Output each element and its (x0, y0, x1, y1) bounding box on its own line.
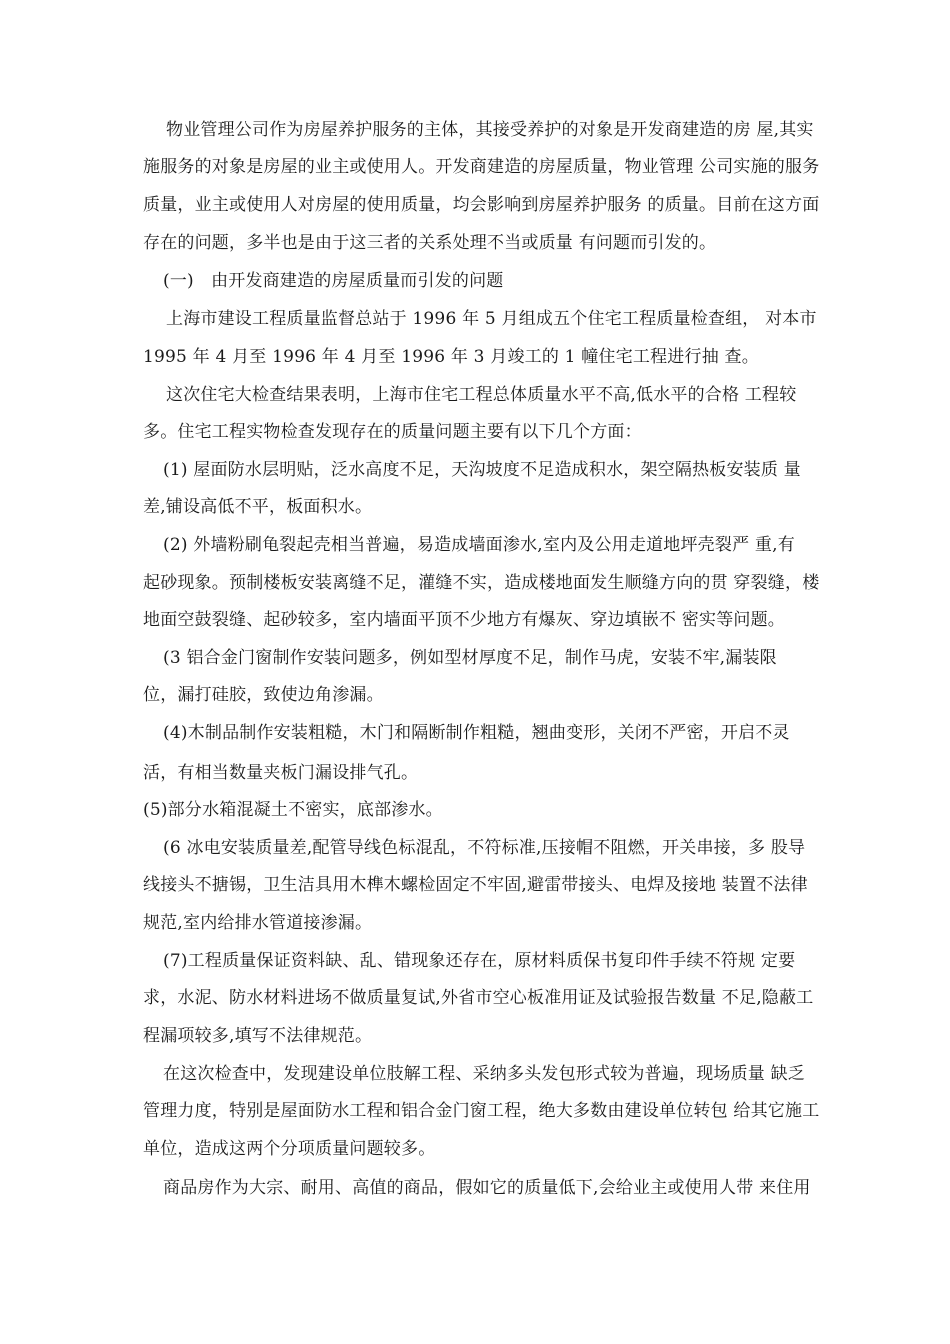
text-line: 这次住宅大检查结果表明，上海市住宅工程总体质量水平不高,低水平的合格 工程较 (166, 385, 797, 405)
list-item-line: 活，有相当数量夹板门漏设排气孔。 (143, 763, 419, 783)
text-line: 在这次检查中，发现建设单位肢解工程、采纳多头发包形式较为普遍，现场质量 缺乏 (163, 1064, 806, 1084)
text-line: 施服务的对象是房屋的业主或使用人。开发商建造的房屋质量，物业管理 公司实施的服务 (143, 157, 820, 177)
list-item-line: 程漏项较多,填写不法律规范。 (143, 1026, 373, 1046)
text-line: 存在的问题，多半也是由于这三者的关系处理不当或质量 有问题而引发的。 (143, 233, 717, 253)
list-item-line: (5)部分水箱混凝土不密实，底部渗水。 (143, 800, 443, 820)
text-line: 上海市建设工程质量监督总站于 1996 年 5 月组成五个住宅工程质量检查组， 对本市 (166, 309, 817, 329)
text-line: 商品房作为大宗、耐用、高值的商品，假如它的质量低下,会给业主或使用人带 来住用 (163, 1178, 811, 1198)
list-item-line: (3 铝合金门窗制作安装问题多，例如型材厚度不足，制作马虎，安装不牢,漏装限 (163, 648, 777, 668)
list-item-line: 差,铺设高低不平，板面积水。 (143, 497, 373, 517)
list-item-line: 位，漏打硅胶，致使边角渗漏。 (143, 685, 384, 705)
list-item-line: 规范,室内给排水管道接渗漏。 (143, 913, 373, 933)
text-line: 1995 年 4 月至 1996 年 4 月至 1996 年 3 月竣工的 1 幢住宅工程进行抽 查。 (143, 347, 759, 367)
text-line: 单位，造成这两个分项质量问题较多。 (143, 1139, 436, 1159)
list-item-line: 地面空鼓裂缝、起砂较多，室内墙面平顶不少地方有爆灰、穿边填嵌不 密实等问题。 (143, 610, 786, 630)
list-item-line: (4)木制品制作安装粗糙，木门和隔断制作粗糙，翘曲变形，关闭不严密，开启不灵 (163, 723, 790, 743)
text-line: 物业管理公司作为房屋养护服务的主体，其接受养护的对象是开发商建造的房 屋,其实 (166, 120, 814, 140)
list-item-line: 求，水泥、防水材料进场不做质量复试,外省市空心板准用证及试验报告数量 不足,隐蔽工 (143, 988, 814, 1008)
list-item-line: (7)工程质量保证资料缺、乱、错现象还存在，原材料质保书复印件手续不符规 定要 (163, 951, 796, 971)
text-line: 多。住宅工程实物检查发现存在的质量问题主要有以下几个方面： (143, 422, 642, 442)
list-item-line: (6 冰电安装质量差,配管导线色标混乱，不符标准,压接帽不阻燃，开关串接，多 股导 (163, 838, 806, 858)
list-item-line: 起砂现象。预制楼板安装离缝不足，灌缝不实，造成楼地面发生顺缝方向的贯 穿裂缝，楼 (143, 573, 820, 593)
text-line: 管理力度，特别是屋面防水工程和铝合金门窗工程，绝大多数由建设单位转包 给其它施工 (143, 1101, 820, 1121)
list-item-line: (1) 屋面防水层明贴，泛水高度不足，天沟坡度不足造成积水，架空隔热板安装质 量 (163, 460, 801, 480)
list-item-line: 线接头不搪锡，卫生洁具用木榫木螺检固定不牢固,避雷带接头、电焊及接地 装置不法律 (143, 875, 808, 895)
section-heading: (一) 由开发商建造的房屋质量而引发的问题 (163, 271, 504, 291)
list-item-line: (2) 外墙粉刷龟裂起壳相当普遍，易造成墙面渗水,室内及公用走道地坪壳裂严 重,有 (163, 535, 795, 555)
text-line: 质量，业主或使用人对房屋的使用质量，均会影响到房屋养护服务 的质量。目前在这方面 (143, 195, 820, 215)
